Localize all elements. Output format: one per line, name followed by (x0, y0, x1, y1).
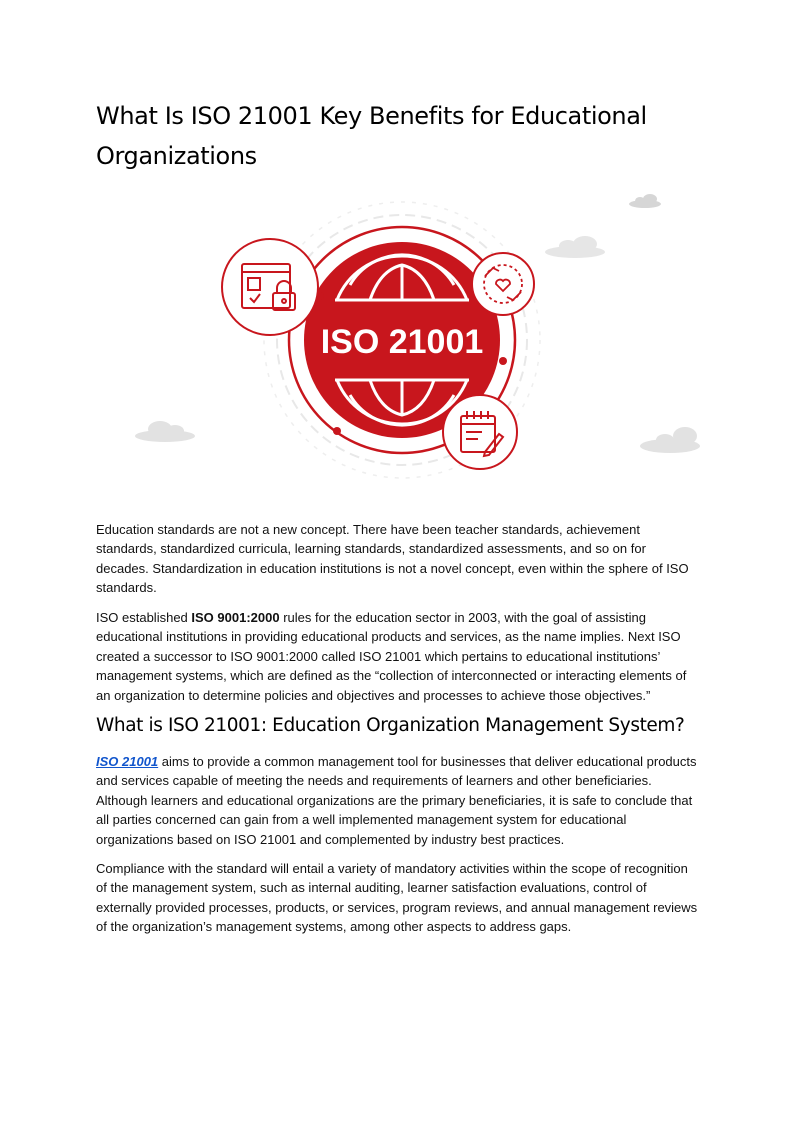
iso-9001-term: ISO 9001:2000 (191, 610, 280, 625)
cloud-icon (640, 427, 700, 453)
compliance-paragraph: Compliance with the standard will entail a variety of mandatory activities within the scope of recognition of the management system, such as internal auditing, learner satisfaction evaluations, control of externally provided processes, products, or services, program reviews, and annual management reviews of the organization’s management systems, among other aspects to address gaps. (96, 861, 698, 935)
history-paragraph (96, 608, 700, 705)
cloud-icon (545, 236, 605, 258)
history-text-end: rules for the education sector in 2003, with the goal of assisting educational institutions in providing educational products and services, as the name implies. Next ISO created a successor to ISO 9001:2000 called ISO 21001 which pertains to educational institutions’ management systems, which are defined as the “collection of interconnected or interacting elements of an organization to determine policies and objectives and processes to achieve those objectives.” (96, 610, 687, 703)
history-text-start: ISO established (96, 610, 192, 625)
intro-paragraph: Education standards are not a new concept. There have been teacher standards, achievement standards, standardized curricula, learning standards, standardized assessments, and so on for decades. Standardization in education institutions is not a novel concept, even within the sphere of ISO standards. (96, 522, 689, 596)
purpose-text: aims to provide a common management tool for businesses that deliver educational products and services capable of meeting the needs and requirements of learners and other beneficiaries. Although learners and educational organizations are the primary beneficiaries, it is safe to conclude that all parties concerned can gain from a well implemented management system for educational organizations based on ISO 21001 and complemented by industry best practices. (96, 754, 697, 847)
iso-21001-link[interactable]: ISO 21001 (96, 754, 159, 769)
purpose-paragraph (96, 752, 700, 849)
page-title: What Is ISO 21001 Key Benefits for Educational Organizations (96, 102, 647, 170)
section-heading: What is ISO 21001: Education Organization Management System? (96, 715, 685, 736)
cloud-icon (629, 194, 661, 208)
iso-21001-illustration (130, 190, 710, 490)
cloud-icon (135, 421, 195, 442)
iso-badge-text: ISO 21001 (320, 323, 484, 361)
